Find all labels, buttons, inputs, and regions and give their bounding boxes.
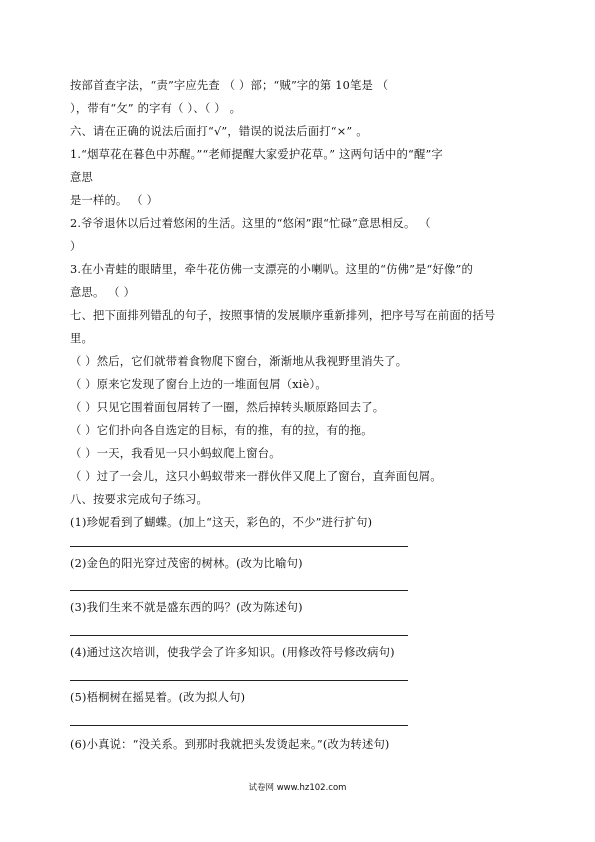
s6-item-2-line-1: 2.爷爷退休以后过着悠闲的生活。这里的“悠闲”跟“忙碌”意思相反。 （ [70, 217, 431, 230]
s8-item-2: (2)金色的阳光穿过茂密的树林。(改为比喻句) [70, 557, 303, 570]
section-7-heading-line-1: 七、把下面排列错乱的句子，按照事情的发展顺序重新排列，把序号写在前面的括号 [70, 309, 496, 322]
section-7-heading-line-2: 里。 [70, 332, 93, 345]
s8-item-4: (4)通过这次培训，使我学会了许多知识。(用修改符号修改病句) [70, 646, 395, 659]
s7-sentence-1: （ ）然后，它们就带着食物爬下窗台，渐渐地从我视野里消失了。 [70, 355, 408, 368]
q5-line-2: ），带有“攵” 的字有（ ）、（ ） 。 [70, 102, 242, 115]
s7-sentence-6: （ ）过了一会儿，这只小蚂蚁带来一群伙伴又爬上了窗台，直奔面包屑。 [70, 470, 442, 483]
answer-line-4[interactable] [70, 680, 408, 681]
answer-line-5[interactable] [70, 725, 408, 726]
s7-sentence-2: （ ）原来它发现了窗台上边的一堆面包屑（xiè）。 [70, 378, 327, 391]
s7-sentence-5: （ ）一天，我看见一只小蚂蚁爬上窗台。 [70, 447, 281, 460]
s8-item-3: (3)我们生来不就是盛东西的吗？(改为陈述句) [70, 601, 303, 614]
s7-sentence-4: （ ）它们扑向各自选定的目标，有的推，有的拉，有的拖。 [70, 424, 373, 437]
footer-watermark: 试卷网 www.hz102.com [248, 783, 347, 793]
s6-item-1-line-2: 意思 [70, 171, 93, 184]
s8-item-6: (6)小真说：“没关系。到那时我就把头发烫起来。”(改为转述句) [70, 738, 390, 751]
answer-line-3[interactable] [70, 635, 408, 636]
s6-item-1-line-1: 1.“烟草花在暮色中苏醒。”“老师提醒大家爱护花草。” 这两句话中的“醒”字 [70, 148, 443, 161]
section-6-heading: 六、请在正确的说法后面打“√”，错误的说法后面打“×” 。 [70, 125, 368, 138]
s8-item-1: (1)珍妮看到了蝴蝶。(加上“这天，彩色的，不少”进行扩句) [70, 516, 373, 529]
q5-line-1: 按部首查字法，“责”字应先查 （ ）部；“贼”字的第 10笔是 （ [70, 79, 389, 92]
s6-item-3-line-1: 3.在小青蛙的眼睛里，牵牛花仿佛一支漂亮的小喇叭。这里的“仿佛”是“好像”的 [70, 263, 473, 276]
answer-line-1[interactable] [70, 546, 408, 547]
s6-item-1-line-3: 是一样的。 （ ） [70, 194, 159, 207]
section-8-heading: 八、按要求完成句子练习。 [70, 493, 208, 506]
s8-item-5: (5)梧桐树在摇晃着。(改为拟人句) [70, 691, 246, 704]
s7-sentence-3: （ ）只见它围着面包屑转了一圈，然后掉转头顺原路回去了。 [70, 401, 385, 414]
s6-item-3-line-2: 意思。 （ ） [70, 286, 136, 299]
s6-item-2-line-2: ） [70, 240, 82, 253]
answer-line-2[interactable] [70, 590, 408, 591]
